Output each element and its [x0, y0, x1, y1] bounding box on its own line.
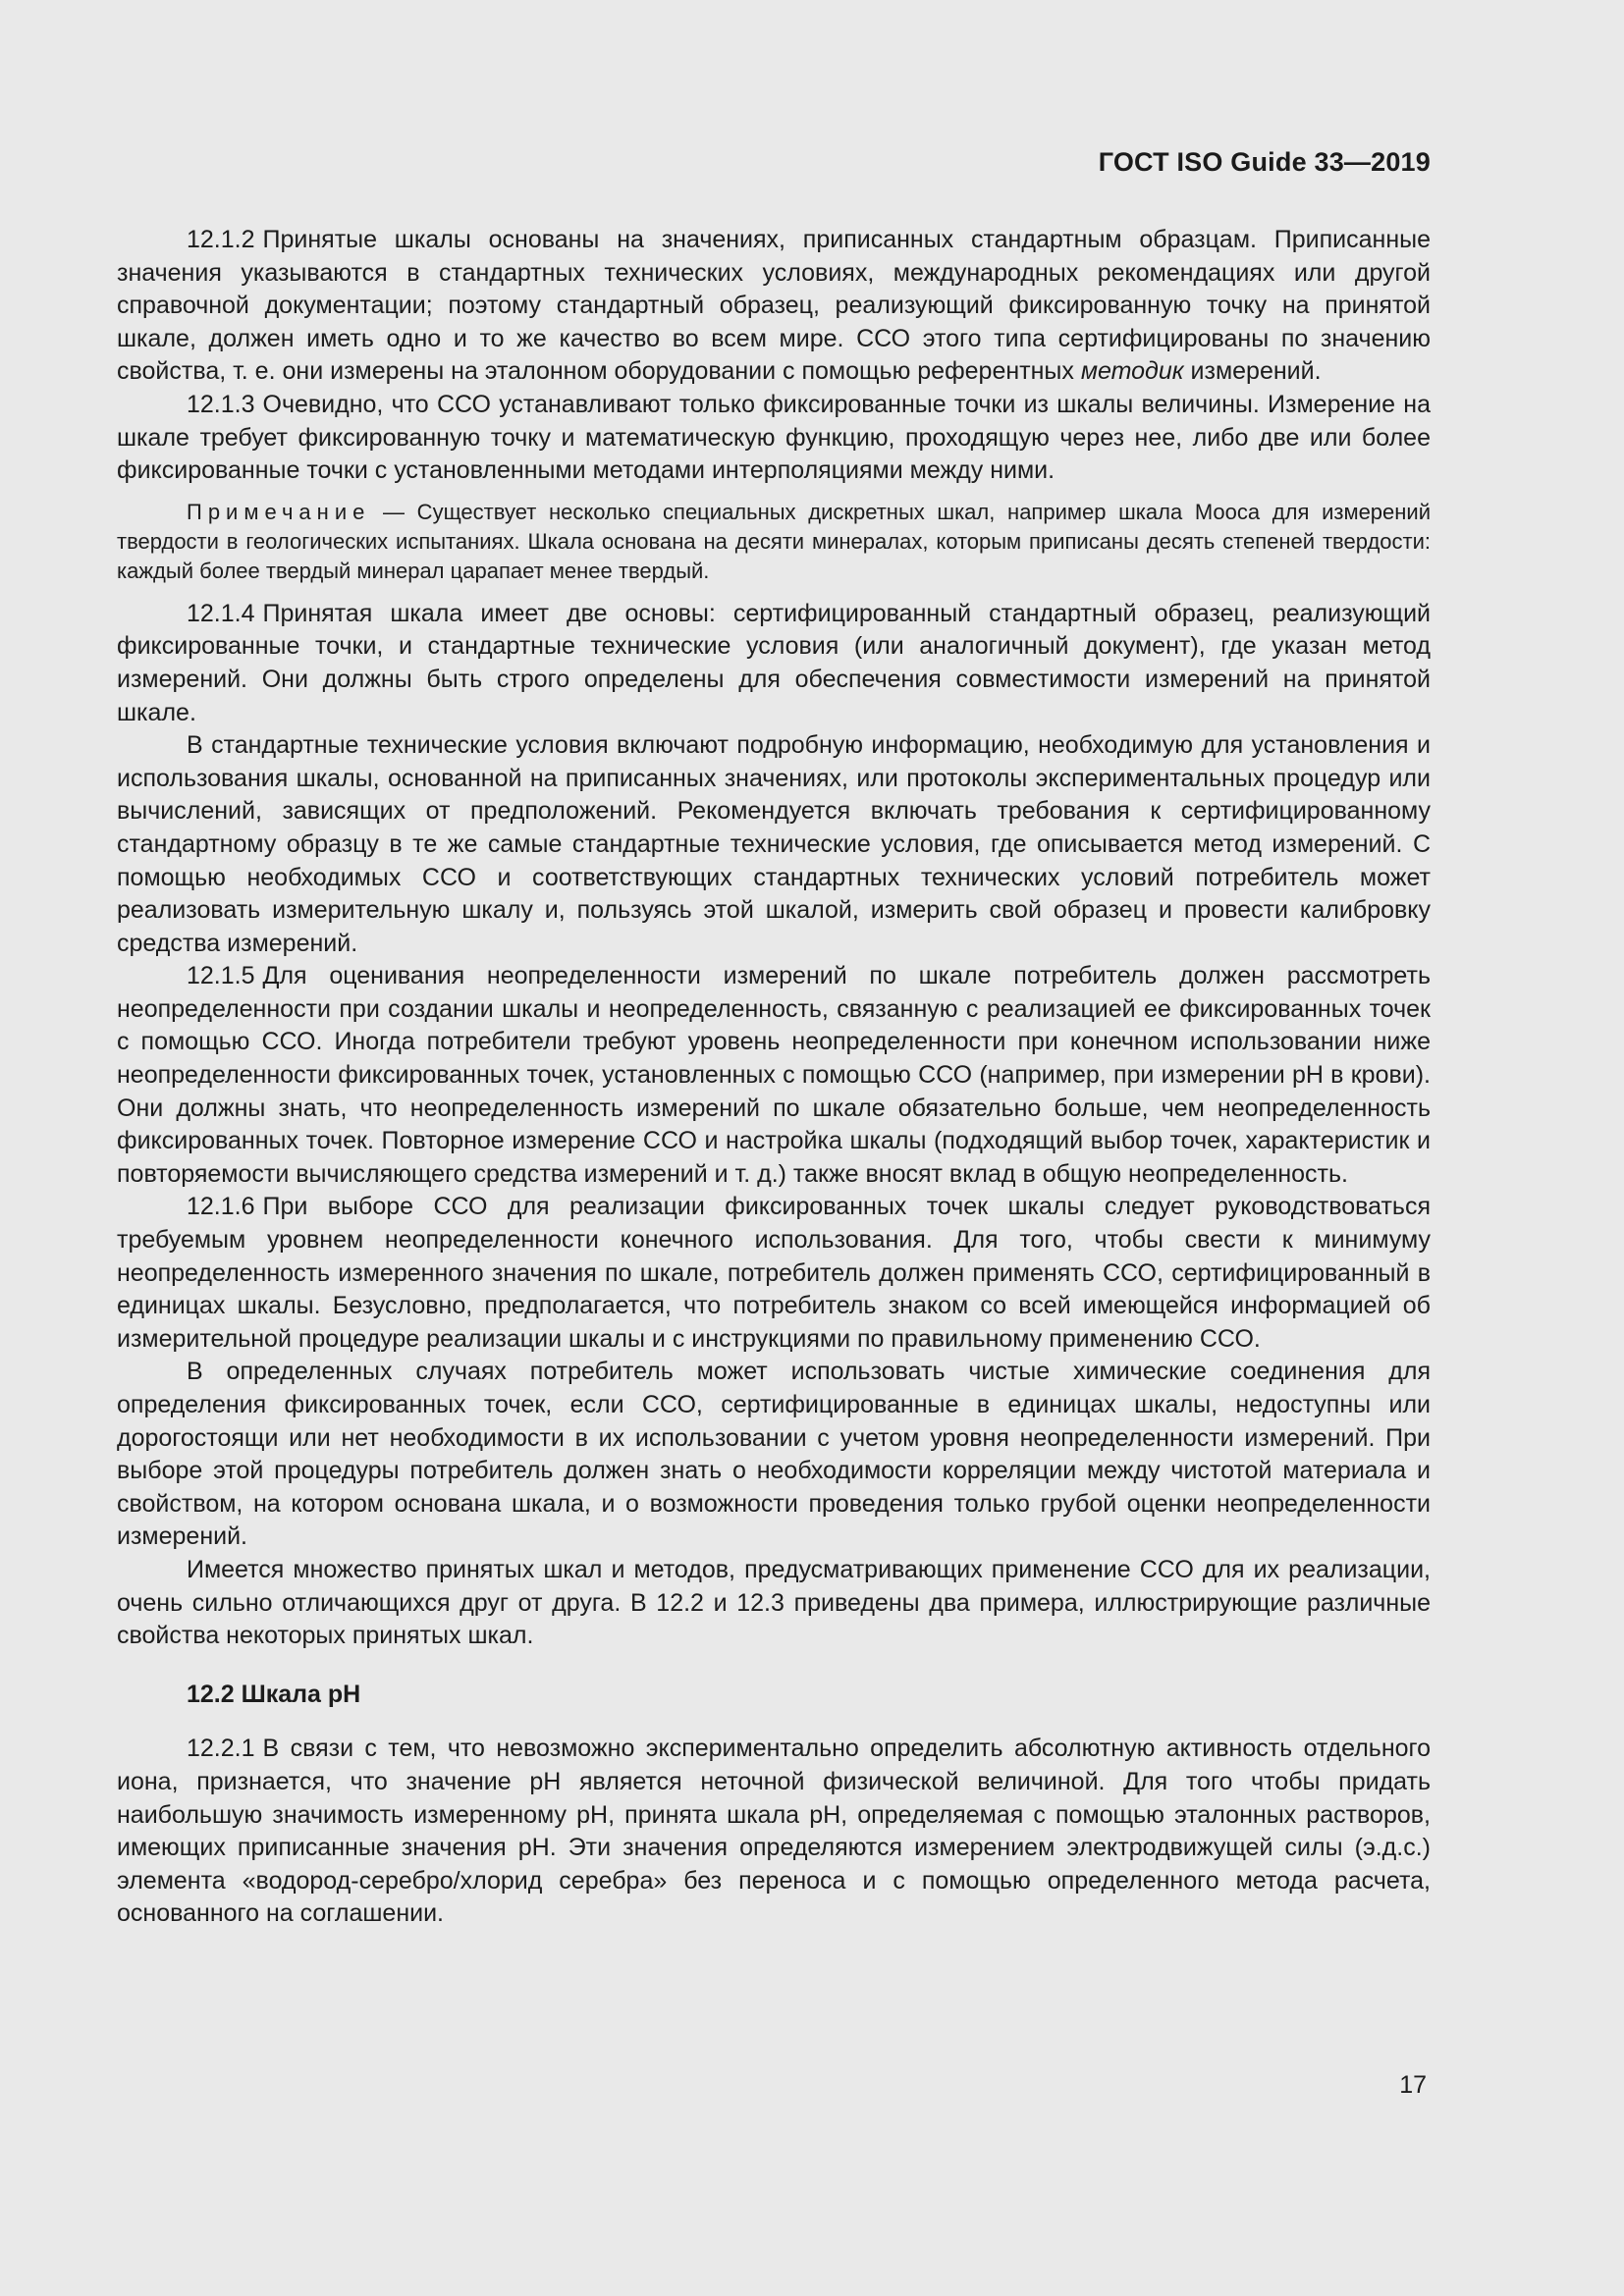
- emphasis-text: методик: [1080, 357, 1184, 386]
- paragraph-text: В стандартные технические условия включают подробную информацию, необходимую для установления и использования шкалы, основанной на приписанных значениях, или протоколы экспериментальных процедур или вычислений, зависящих от предположений. Рекомендуется включать требования к сертифицированному стандартному образцу в те же самые стандартные технические условия, где описывается метод измерений. С помощью необходимых ССО и соответствующих стандартных технических условий потребитель может реализовать измерительную шкалу и, пользуясь этой шкалой, измерить свой образец и провести калибровку средства измерений.: [117, 731, 1431, 957]
- clause-number: 12.1.5: [187, 962, 255, 990]
- paragraph-12-2-1: [117, 1733, 1431, 1931]
- paragraph-12-1-6: [117, 1191, 1431, 1356]
- clause-number: 12.1.2: [187, 226, 255, 253]
- paragraph-many-scales: [117, 1554, 1431, 1653]
- note-text: — Существует несколько специальных дискретных шкал, например шкала Мооса для измерений твердости в геологических испытаниях. Шкала основана на десяти минералах, которым приписаны десять степеней твердости: каждый более твердый минерал царапает менее твердый.: [117, 499, 1431, 583]
- clause-number: 12.1.3: [187, 390, 255, 418]
- paragraph-12-1-2: [117, 224, 1431, 389]
- paragraph-standard-conditions: [117, 729, 1431, 960]
- paragraph-text-end: измерений.: [1183, 357, 1322, 386]
- paragraph-text: Принятые шкалы основаны на значениях, приписанных стандартным образцам. Приписанные значения указываются в стандартных технических условиях, международных рекомендациях или другой справочной документации; поэтому стандартный образец, реализующий фиксированную точку на принятой шкале, должен иметь одно и то же качество во всем мире. ССО этого типа сертифицированы по значению свойства, т. е. они измерены на эталонном оборудовании с помощью референтных: [117, 226, 1431, 386]
- document-body: [117, 224, 1431, 1931]
- clause-number: 12.1.6: [187, 1193, 255, 1221]
- paragraph-text: В связи с тем, что невозможно экспериментально определить абсолютную активность отдельного иона, признается, что значение pH является неточной физической величиной. Для того чтобы придать наибольшую значимость измеренному pH, принята шкала pH, определяемая с помощью эталонных растворов, имеющих приписанные значения pH. Эти значения определяются измерением электродвижущей силы (э.д.с.) элемента «водород-серебро/хлорид серебра» без переноса и с помощью определенного метода расчета, основанного на соглашении.: [117, 1735, 1431, 1928]
- section-title-12-2: 12.2 Шкала pH: [187, 1680, 361, 1708]
- paragraph-pure-chemicals: [117, 1356, 1431, 1554]
- paragraph-text: Для оценивания неопределенности измерений по шкале потребитель должен рассмотреть неопределенности при создании шкалы и неопределенность, связанную с реализацией ее фиксированных точек с помощью ССО. Иногда потребители требуют уровень неопределенности при конечном использовании ниже неопределенности фиксированных точек, установленных с помощью ССО (например, при измерении pH в крови). Они должны знать, что неопределенность измерений по шкале обязательно больше, чем неопределенность фиксированных точек. Повторное измерение ССО и настройка шкалы (подходящий выбор точек, характеристик и повторяемости вычисляющего средства измерений и т. д.) также вносят вклад в общую неопределенность.: [117, 962, 1431, 1188]
- paragraph-text: Имеется множество принятых шкал и методов, предусматривающих применение ССО для их реализации, очень сильно отличающихся друг от друга. В 12.2 и 12.3 приведены два примера, иллюстрирующие различные свойства некоторых принятых шкал.: [117, 1555, 1431, 1650]
- paragraph-12-1-4: [117, 598, 1431, 729]
- paragraph-12-1-3: [117, 389, 1431, 488]
- clause-number: 12.1.4: [187, 599, 255, 627]
- paragraph-text: В определенных случаях потребитель может использовать чистые химические соединения для определения фиксированных точек, если ССО, сертифицированные в единицах шкалы, недоступны или дорогостоящи или нет необходимости в их использовании с учетом уровня неопределенности измерений. При выборе этой процедуры потребитель должен знать о необходимости корреляции между чистотой материала и свойством, на котором основана шкала, и о возможности проведения только грубой оценки неопределенности измерений.: [117, 1358, 1431, 1551]
- paragraph-text: Очевидно, что ССО устанавливают только фиксированные точки из шкалы величины. Измерение на шкале требует фиксированную точку и математическую функцию, проходящую через нее, либо две или более фиксированные точки с установленными методами интерполяциями между ними.: [117, 390, 1431, 485]
- document-header: ГОСТ ISO Guide 33—2019: [1098, 147, 1431, 177]
- clause-number: 12.2.1: [187, 1735, 255, 1763]
- paragraph-text: При выборе ССО для реализации фиксированных точек шкалы следует руководствоваться требуемым уровнем неопределенности конечного использования. Для того, чтобы свести к минимуму неопределенность измеренного значения по шкале, потребитель должен применять ССО, сертифицированный в единицах шкалы. Безусловно, предполагается, что потребитель знаком со всей имеющейся информацией об измерительной процедуре реализации шкалы и с инструкциями по правильному применению ССО.: [117, 1193, 1431, 1353]
- paragraph-12-1-5: [117, 960, 1431, 1191]
- paragraph-text: Принятая шкала имеет две основы: сертифицированный стандартный образец, реализующий фиксированные точки, и стандартные технические условия (или аналогичный документ), где указан метод измерений. Они должны быть строго определены для обеспечения совместимости измерений на принятой шкале.: [117, 599, 1431, 726]
- note: [117, 498, 1431, 586]
- note-label: Примечание: [187, 499, 371, 524]
- page-number: 17: [1399, 2071, 1427, 2099]
